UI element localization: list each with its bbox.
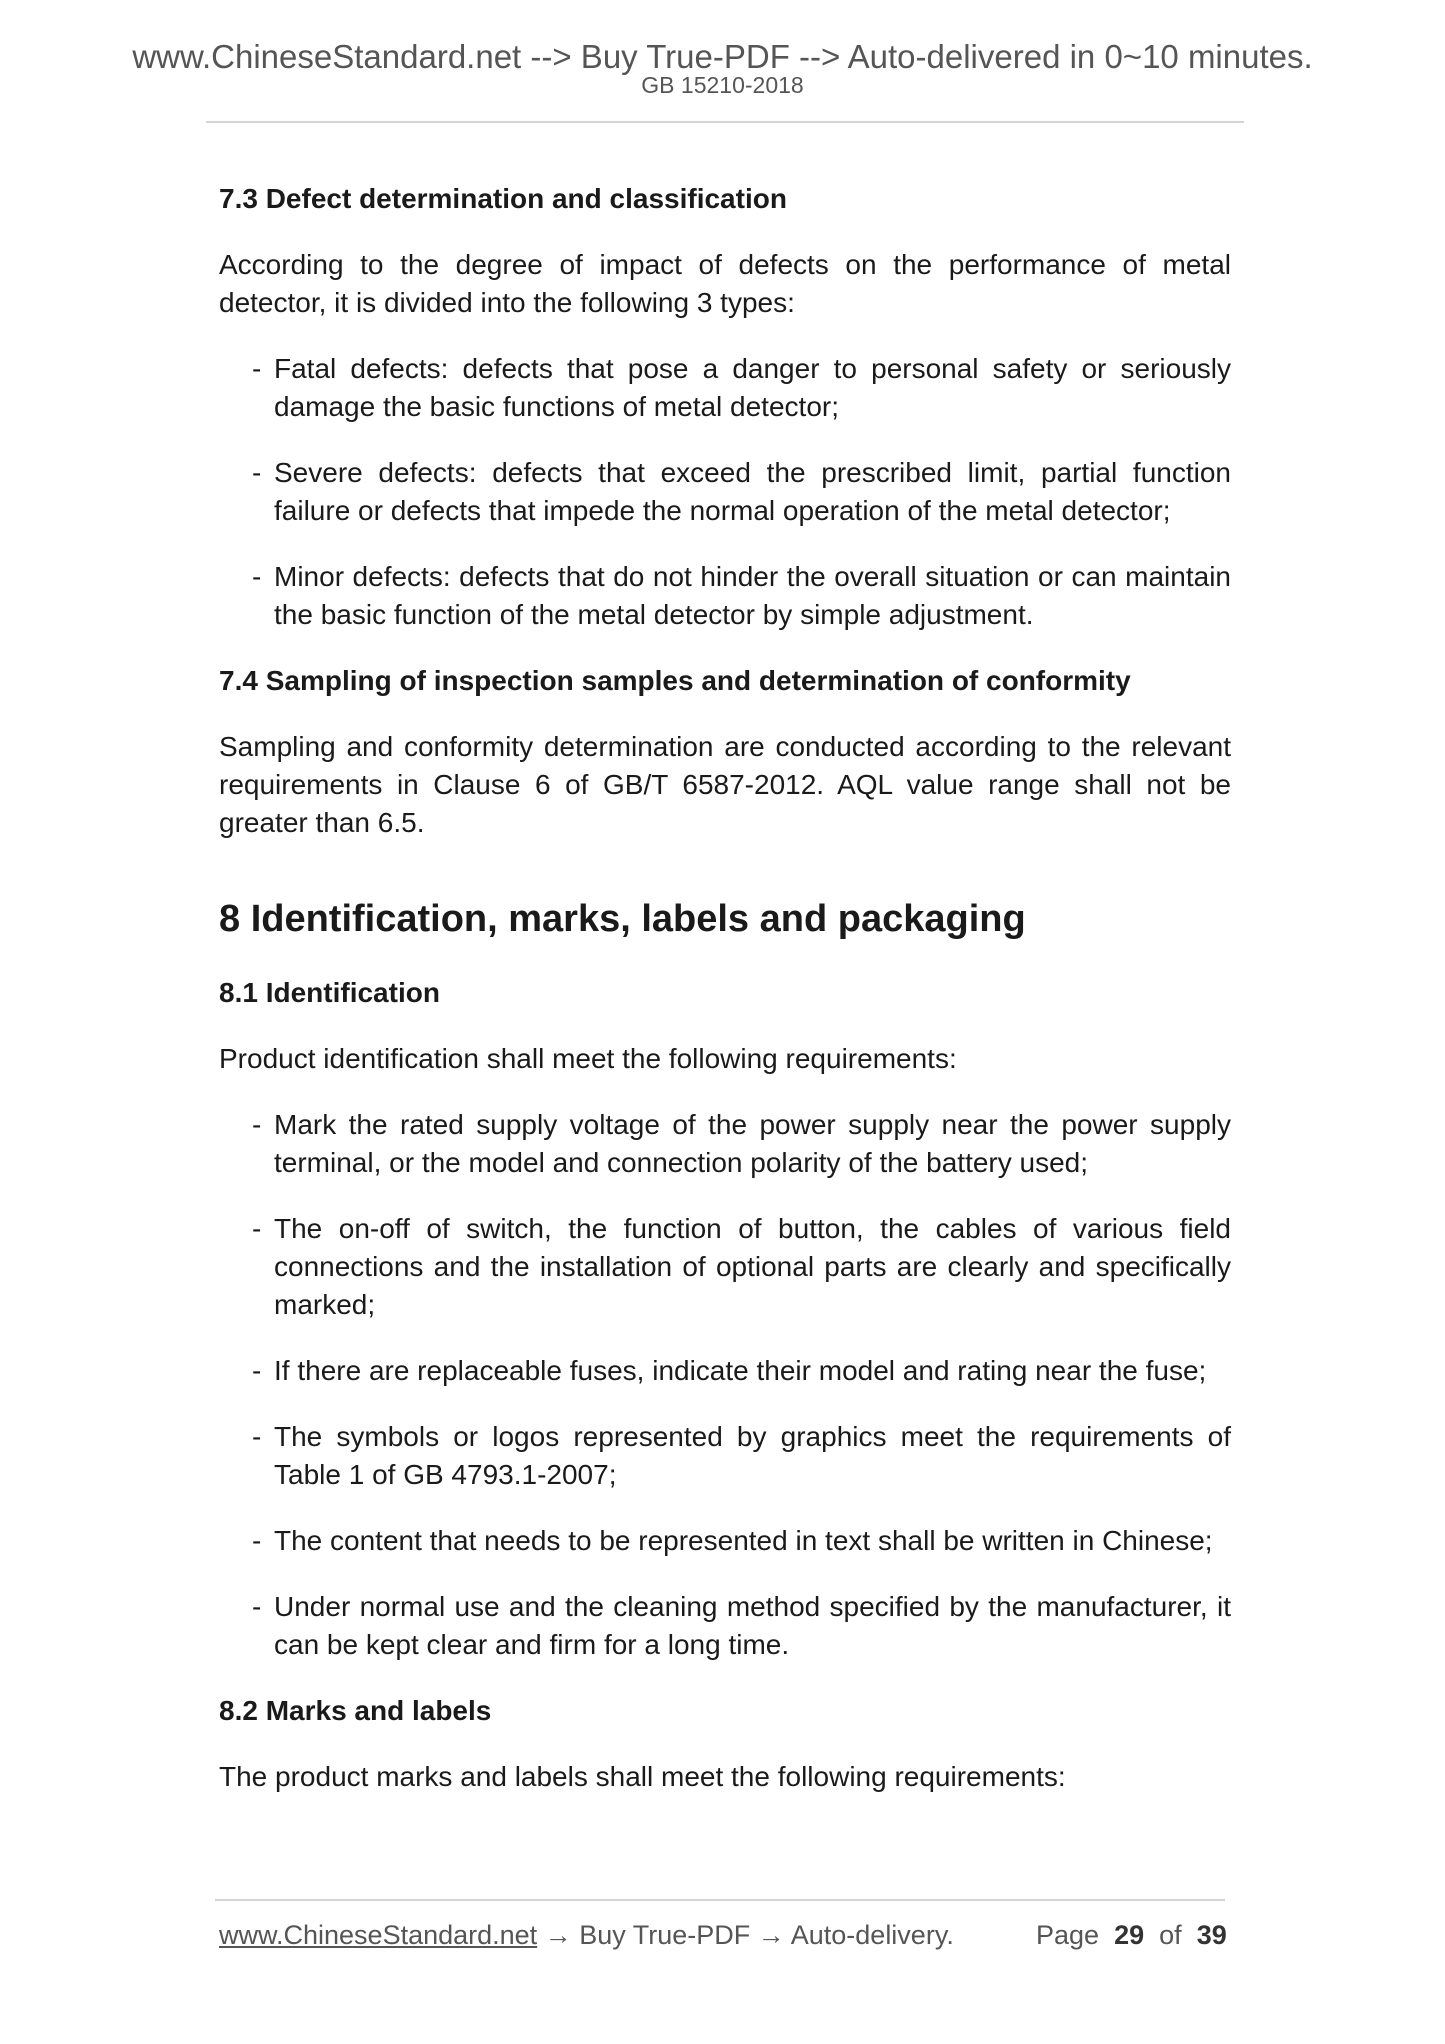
list-item-text: The symbols or logos represented by graphics meet the requirements of Table 1 of GB 4793.1-2007; xyxy=(274,1421,1231,1490)
page-number xyxy=(1036,1918,1227,1952)
list-item-switch-marking xyxy=(252,1210,1231,1324)
heading-8-1: 8.1 Identification xyxy=(219,977,440,1008)
page-total: 39 xyxy=(1196,1920,1227,1950)
footer-site-link[interactable]: www.ChineseStandard.net xyxy=(219,1920,538,1950)
list-item-text: The content that needs to be represented in text shall be written in Chinese; xyxy=(274,1525,1213,1556)
list-dash: - xyxy=(252,1421,262,1452)
list-item-supply-voltage xyxy=(252,1106,1231,1182)
list-item-text: Under normal use and the cleaning method specified by the manufacturer, it can be kept clear and firm for a long time. xyxy=(274,1591,1231,1660)
list-item-durability xyxy=(252,1588,1231,1664)
list-item-text: If there are replaceable fuses, indicate their model and rating near the fuse; xyxy=(274,1355,1207,1386)
list-item-minor-defects xyxy=(252,558,1231,634)
list-dash: - xyxy=(252,457,262,488)
heading-7-3: 7.3 Defect determination and classification xyxy=(219,183,787,214)
paragraph-8-1-intro: Product identification shall meet the following requirements: xyxy=(219,1043,957,1074)
header-divider xyxy=(206,121,1244,123)
list-dash: - xyxy=(252,561,262,592)
list-item-text: The on-off of switch, the function of button, the cables of various field connections and the installation of optional parts are clearly and specifically marked; xyxy=(274,1213,1231,1320)
list-dash: - xyxy=(252,1355,262,1386)
list-item-text: Fatal defects: defects that pose a danger to personal safety or seriously damage the basic functions of metal detector; xyxy=(274,353,1231,422)
list-dash: - xyxy=(252,1213,262,1244)
list-dash: - xyxy=(252,1591,262,1622)
document-code: GB 15210-2018 xyxy=(641,72,804,98)
list-item-symbols xyxy=(252,1418,1231,1494)
footer-left xyxy=(219,1918,954,1952)
paragraph-8-2-intro: The product marks and labels shall meet the following requirements: xyxy=(219,1761,1066,1792)
footer-divider xyxy=(215,1899,1225,1901)
list-item-fuses xyxy=(252,1352,1231,1390)
list-item-fatal-defects xyxy=(252,350,1231,426)
list-item-text: Mark the rated supply voltage of the power supply near the power supply terminal, or the model and connection polarity of the battery used; xyxy=(274,1109,1231,1178)
list-item-chinese-text xyxy=(252,1522,1231,1560)
heading-8: 8 Identification, marks, labels and packaging xyxy=(219,898,1026,940)
paragraph-7-3-intro: According to the degree of impact of defects on the performance of metal detector, it is divided into the following 3 types: xyxy=(219,249,1231,318)
page-body xyxy=(219,180,1231,1824)
of-label: of xyxy=(1159,1920,1182,1950)
page-current: 29 xyxy=(1114,1920,1145,1950)
heading-8-2: 8.2 Marks and labels xyxy=(219,1695,492,1726)
list-dash: - xyxy=(252,353,262,384)
list-item-text: Minor defects: defects that do not hinder the overall situation or can maintain the basic function of the metal detector by simple adjustment. xyxy=(274,561,1231,630)
list-dash: - xyxy=(252,1109,262,1140)
heading-7-4: 7.4 Sampling of inspection samples and determination of conformity xyxy=(219,665,1131,696)
paragraph-7-4: Sampling and conformity determination are conducted according to the relevant requirements in Clause 6 of GB/T 6587-2012. AQL value range shall not be greater than 6.5. xyxy=(219,731,1231,838)
footer-tagline: → Buy True-PDF → Auto-delivery. xyxy=(537,1920,954,1950)
site-banner: www.ChineseStandard.net --> Buy True-PDF --> Auto-delivered in 0~10 minutes. xyxy=(132,38,1313,75)
list-item-text: Severe defects: defects that exceed the prescribed limit, partial function failure or defects that impede the normal operation of the metal detector; xyxy=(274,457,1231,526)
list-dash: - xyxy=(252,1525,262,1556)
list-item-severe-defects xyxy=(252,454,1231,530)
page-label: Page xyxy=(1036,1920,1100,1950)
